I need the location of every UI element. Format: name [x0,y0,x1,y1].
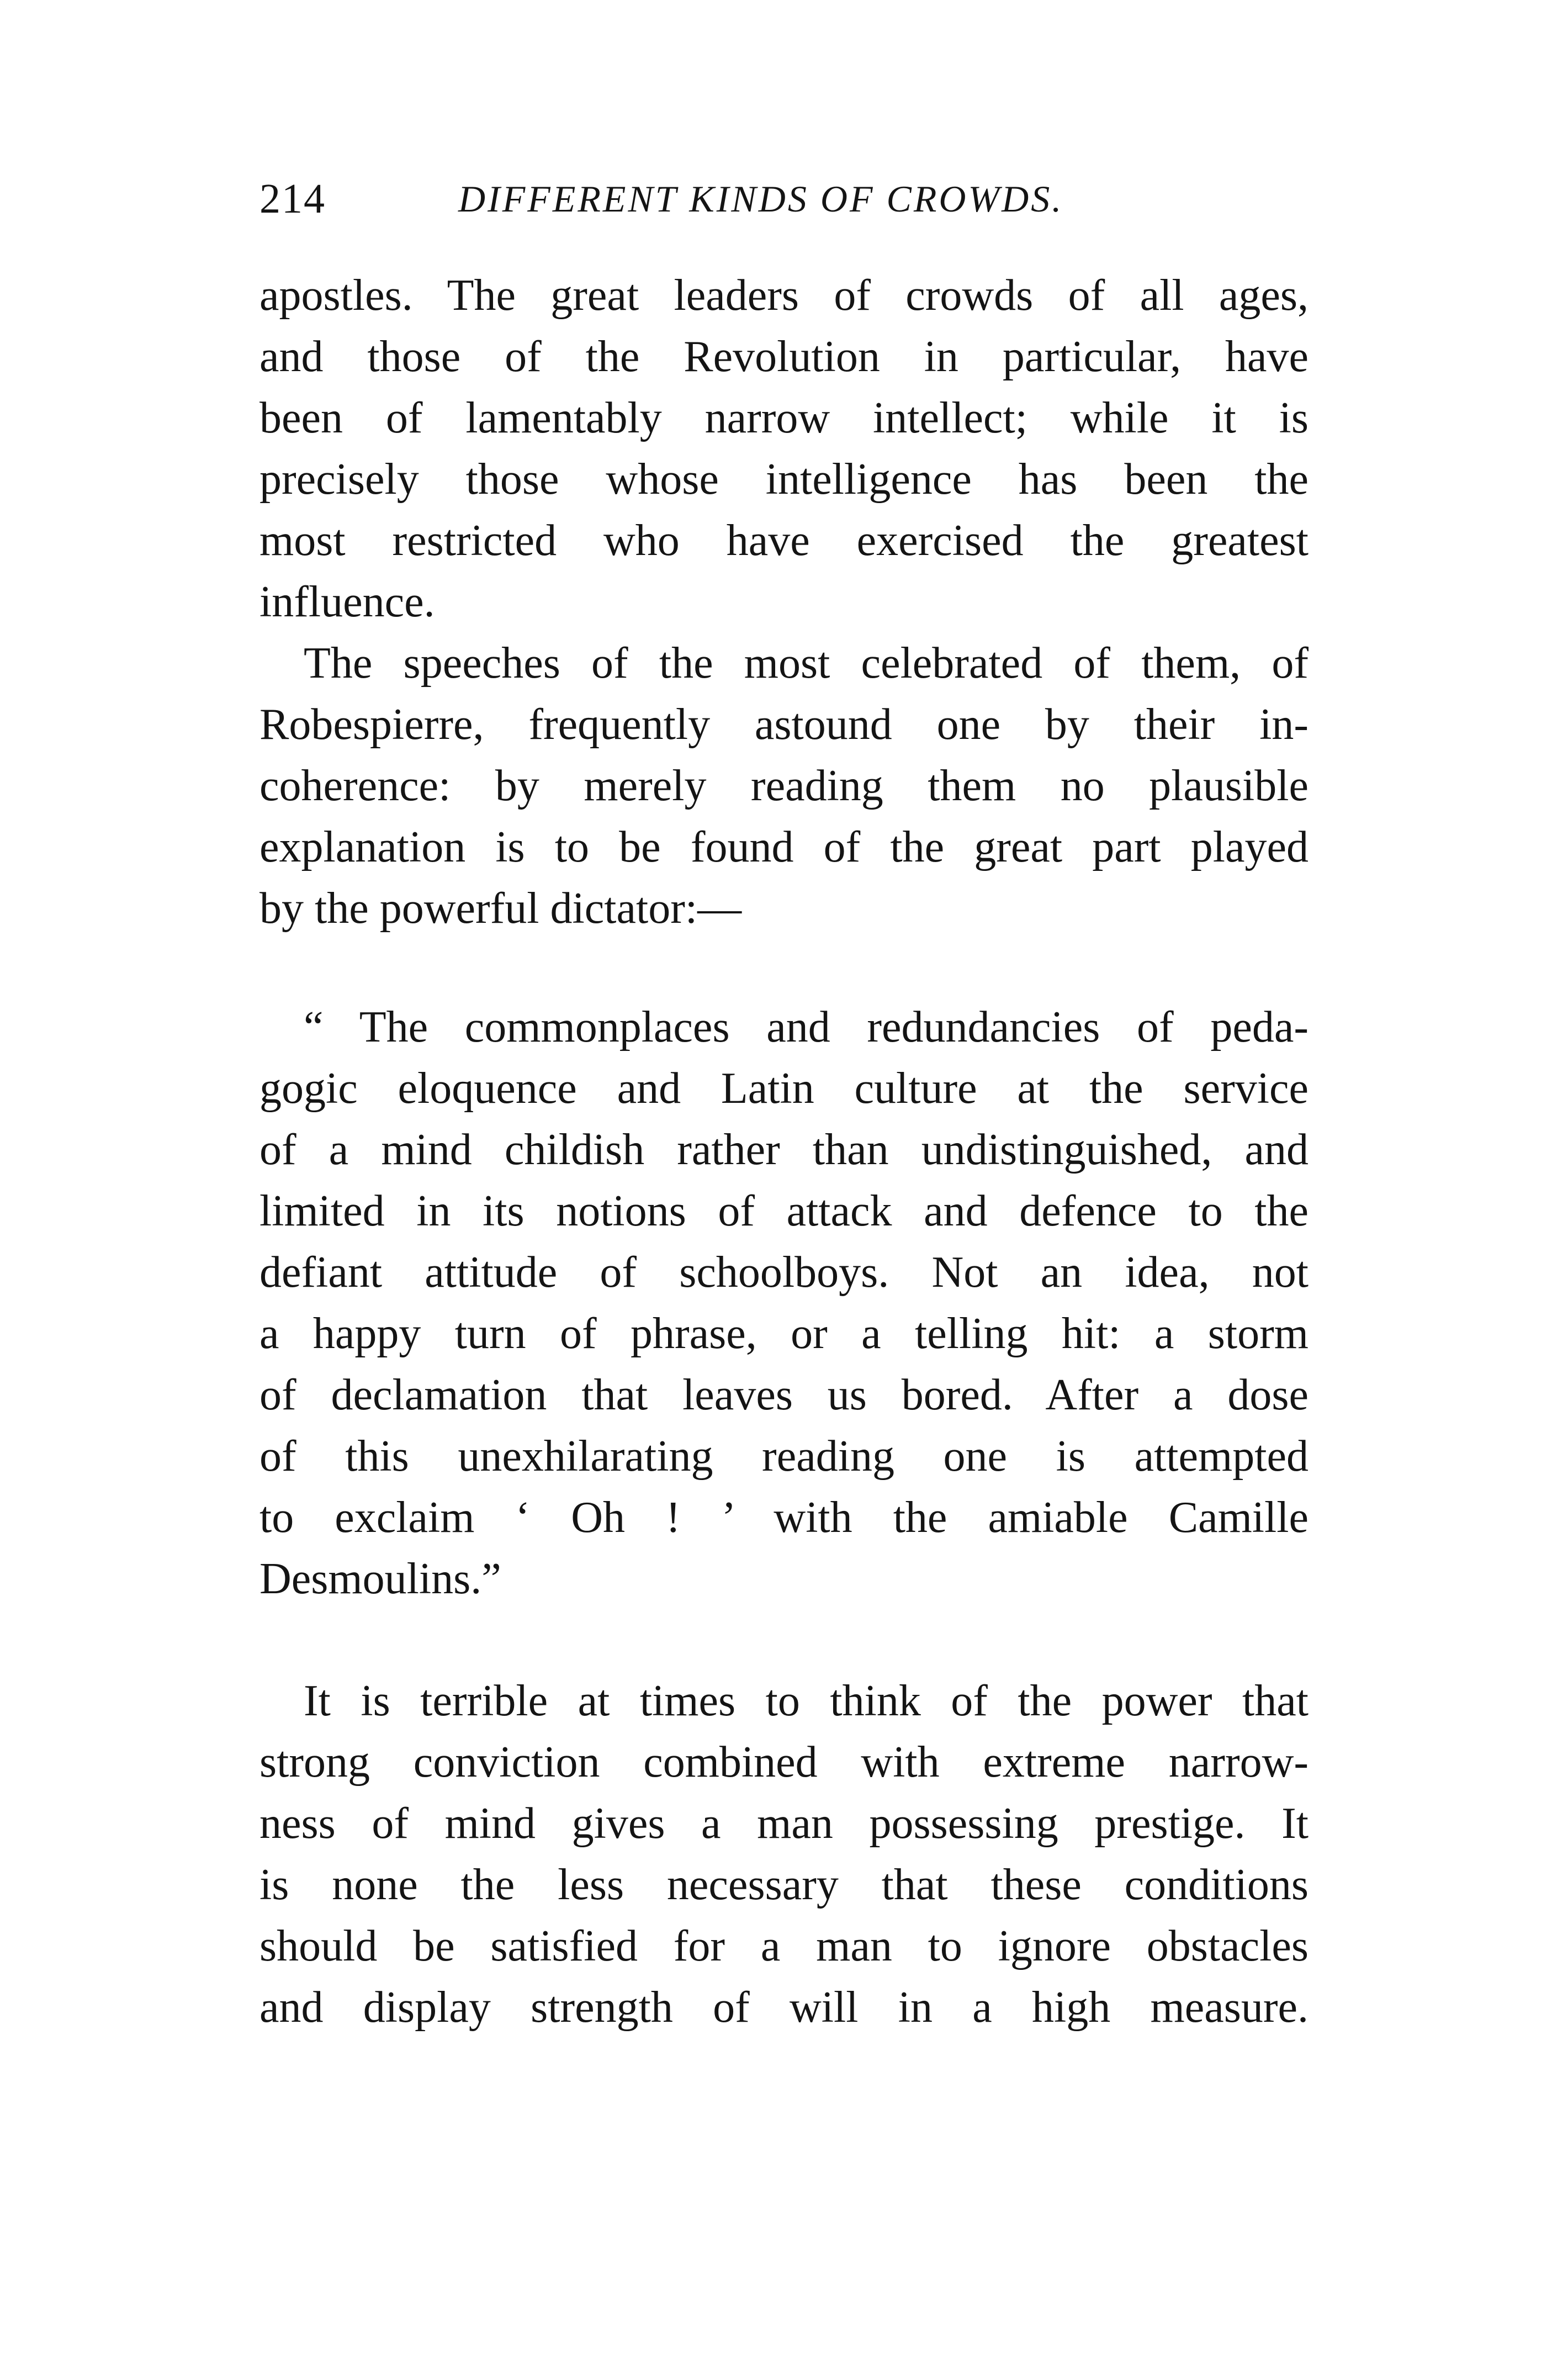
text-line: coherence: by merely reading them no plausible [259,762,1309,810]
text-line: apostles. The great leaders of crowds of all ages, [259,271,1309,320]
text-line: and those of the Revolution in particular, have [259,332,1309,381]
text-line: and display strength of will in a high measure. [259,1983,1309,2032]
text-line: Robespierre, frequently astound one by their in- [259,700,1309,749]
paragraph-1 [259,265,1309,633]
paragraph-2 [259,633,1309,939]
quote-line: defiant attitude of schoolboys. Not an idea, not [259,1248,1309,1297]
text-line: by the powerful dictator:— [259,884,742,933]
block-quote [259,997,1309,1610]
quote-line: “ The commonplaces and redundancies of peda- [304,1003,1309,1051]
quote-line: to exclaim ‘ Oh ! ’ with the amiable Camille [259,1493,1309,1542]
quote-line: Desmoulins.” [259,1555,501,1603]
body-text [259,265,1309,939]
closing-paragraph [259,1671,1309,2038]
page-number: 214 [259,176,326,222]
quote-line: of a mind childish rather than undistinguished, and [259,1125,1309,1174]
quote-line: of this unexhilarating reading one is attempted [259,1432,1309,1481]
text-line: It is terrible at times to think of the power that [304,1677,1309,1725]
text-line: most restricted who have exercised the greatest [259,516,1309,565]
quote-line: a happy turn of phrase, or a telling hit: a storm [259,1309,1309,1358]
text-line: been of lamentably narrow intellect; while it is [259,394,1309,442]
text-line: should be satisfied for a man to ignore obstacles [259,1922,1309,1970]
quote-line: of declamation that leaves us bored. After a dose [259,1371,1309,1419]
text-line: ness of mind gives a man possessing prestige. It [259,1799,1309,1848]
text-line: is none the less necessary that these conditions [259,1861,1309,1909]
text-line: explanation is to be found of the great part played [259,823,1309,871]
quote-line: gogic eloquence and Latin culture at the service [259,1064,1309,1113]
page-header [259,166,1309,232]
text-line: strong conviction combined with extreme narrow- [259,1738,1309,1787]
quote-line: limited in its notions of attack and defence to the [259,1187,1309,1235]
text-line: precisely those whose intelligence has been the [259,455,1309,504]
text-line: influence. [259,578,435,626]
text-line: The speeches of the most celebrated of them, of [304,639,1309,688]
running-head: DIFFERENT KINDS OF CROWDS. [458,178,1064,220]
